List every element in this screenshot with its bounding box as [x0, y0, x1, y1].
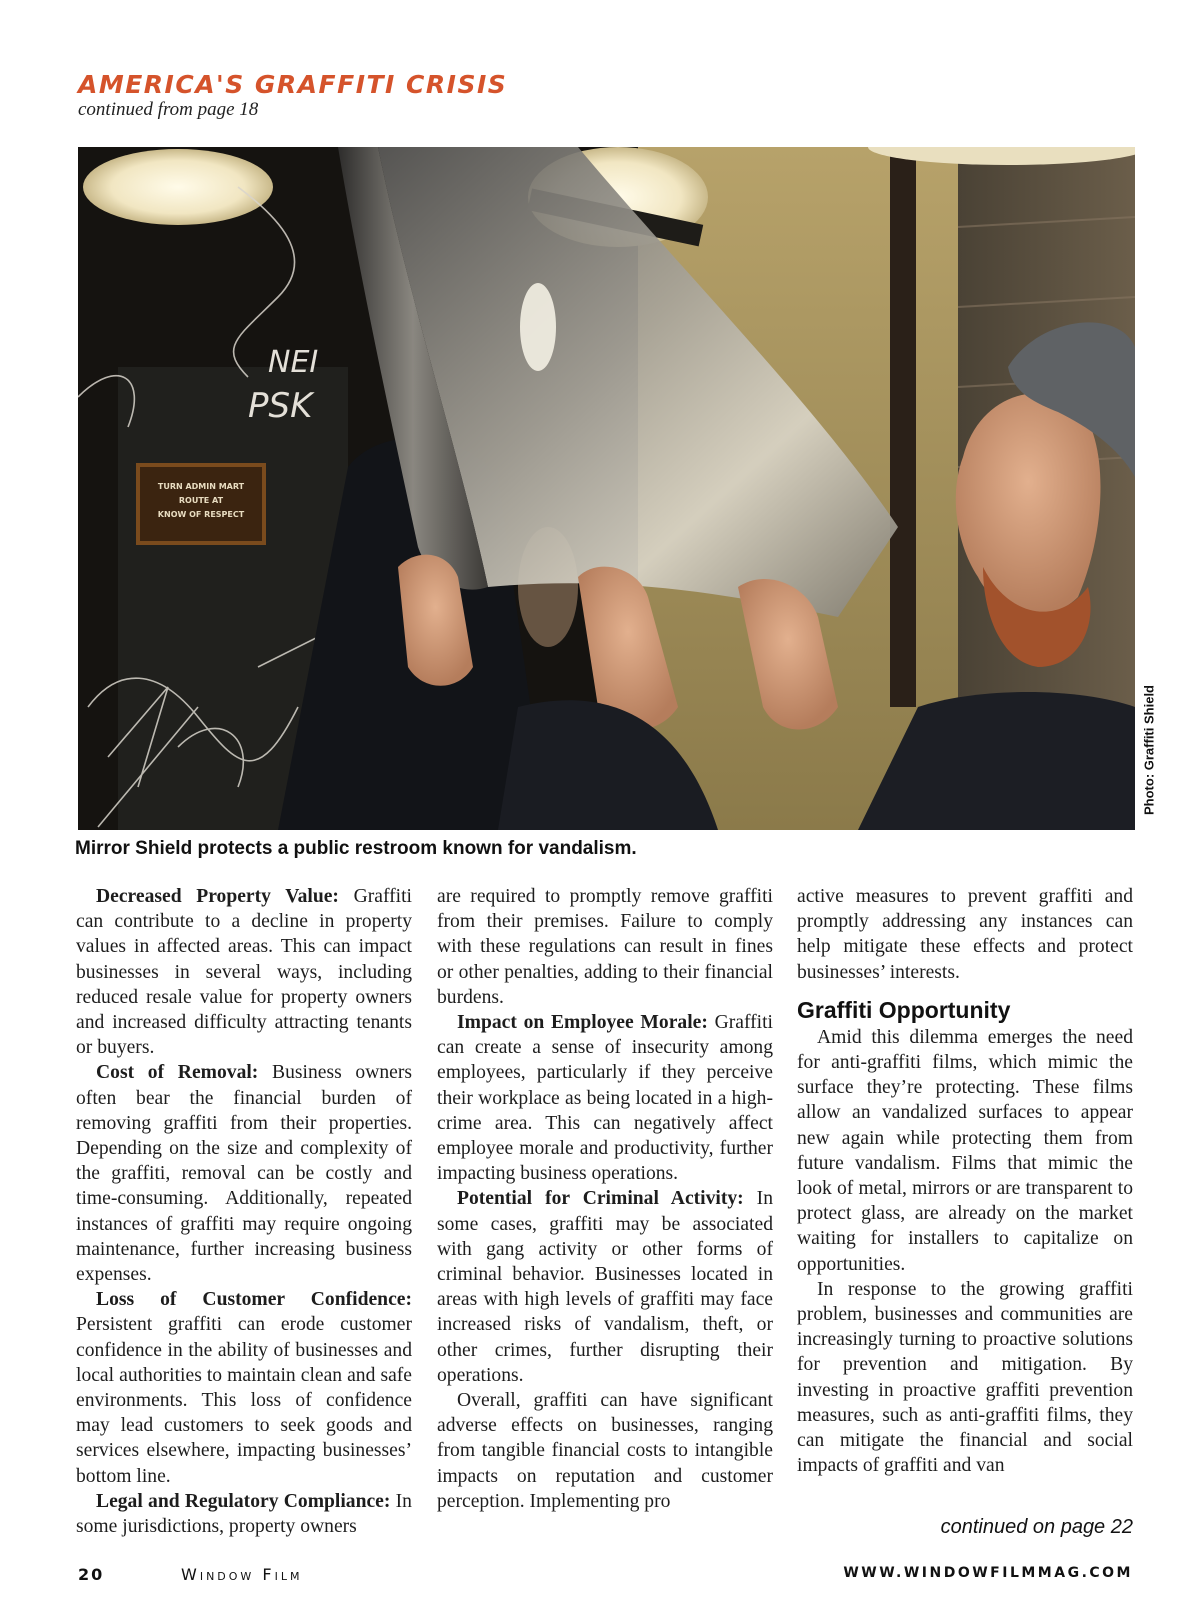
paragraph-property-value: [76, 884, 412, 1060]
paragraph-text: Overall, graffiti can have significant adverse effects on businesses, ranging from tangible financial costs to intangible impacts on reputation and customer perception. Implementing pro: [437, 1390, 773, 1512]
photo-caption: Mirror Shield protects a public restroom known for vandalism.: [75, 838, 637, 859]
paragraph-text: are required to promptly remove graffiti from their premises. Failure to comply with these regulations can result in fines or other penalties, adding to their financial burdens.: [437, 886, 773, 1008]
paragraph-text: Graffiti can contribute to a decline in property values in affected areas. This can impact businesses in several ways, including reduced resale value for property owners and increased difficulty attracting tenants or buyers.: [76, 886, 412, 1059]
page-footer: [78, 1565, 1133, 1589]
lead-in: Cost of Removal:: [96, 1062, 259, 1084]
paragraph-continuation: active measures to prevent graffiti and promptly addressing any instances can help mitigate these effects and protect businesses’ interests.: [797, 886, 1133, 983]
article-column-3: [797, 884, 1133, 1478]
svg-text:TURN ADMIN MART: TURN ADMIN MART: [157, 482, 245, 491]
svg-text:ROUTE AT: ROUTE AT: [178, 496, 224, 505]
section-subhead: Graffiti Opportunity: [797, 996, 1011, 1023]
graffiti-tag-2: PSK: [248, 386, 313, 426]
photo-credit-text: Photo: Graffiti Shield: [1141, 685, 1157, 815]
article-column-2: [437, 884, 773, 1514]
paragraph-text: Persistent graffiti can erode customer confidence in the ability of businesses and local authorities to maintain clean and safe environments. This loss of confidence may lead customers to seek goods and services elsewhere, impacting businesses’ bottom line.: [76, 1314, 412, 1487]
svg-text:KNOW OF RESPECT: KNOW OF RESPECT: [157, 510, 245, 519]
paragraph-text: In some cases, graffiti may be associated with gang activity or other forms of criminal behavior. Businesses located in areas with high levels of graffiti may face increased risks of vandalism, theft, or other crimes, further disrupting their operations.: [437, 1188, 773, 1386]
lead-in: Potential for Criminal Activity:: [457, 1188, 744, 1210]
continued-from-note: continued from page 18: [78, 99, 259, 120]
page-number: 20: [78, 1565, 105, 1584]
paragraph-employee-morale: [437, 1010, 773, 1186]
photo-credit: [1137, 670, 1161, 830]
paragraph-response: In response to the growing graffiti problem, businesses and communities are increasingly turning to proactive solutions for prevention and mitigation. By investing in proactive graffiti prevention measures, such as anti-graffiti films, they can mitigate the financial and social impacts of graffiti and van: [797, 1278, 1133, 1477]
paragraph-cost-of-removal: [76, 1060, 412, 1287]
paragraph-continuation: [437, 884, 773, 1010]
lead-in: Legal and Regulatory Compliance:: [96, 1490, 391, 1512]
paragraph-customer-confidence: [76, 1287, 412, 1489]
paragraph-text: In some jurisdictions, property owners: [76, 1490, 412, 1538]
paragraph-text: Graffiti can create a sense of insecurity among employees, particularly if they perceive their workplace as being located in a high-crime area. This can negatively affect employee morale and productivity, further impacting business operations.: [437, 1012, 773, 1185]
graffiti-tag-1: NEI: [268, 345, 319, 380]
paragraph-overall: [437, 1388, 773, 1514]
section-kicker: AMERICA'S GRAFFITI CRISIS: [78, 70, 508, 99]
mirror-sign: [138, 465, 264, 543]
lead-in: Impact on Employee Morale:: [457, 1012, 708, 1034]
continued-on-link[interactable]: continued on page 22: [940, 1516, 1133, 1538]
paragraph-criminal-activity: [437, 1186, 773, 1388]
lead-in: Decreased Property Value:: [96, 886, 339, 907]
magazine-name: Window Film: [181, 1565, 303, 1584]
website-url[interactable]: WWW.WINDOWFILMMAG.COM: [843, 1565, 1133, 1581]
lead-in: Loss of Customer Confidence:: [96, 1289, 412, 1311]
paragraph-opportunity: Amid this dilemma emerges the need for anti-graffiti films, which mimic the surface they’re protecting. These films allow an vandalized surfaces to appear new again while protecting them from future vandalism. Films that mimic the look of metal, mirrors or are transparent to protect glass, are already on the market waiting for installers to capitalize on opportunities.: [797, 1026, 1133, 1275]
restroom-mirror-photo: [78, 147, 1135, 830]
paragraph-legal-compliance: [76, 1489, 412, 1539]
article-header: [78, 70, 507, 120]
article-column-1: [76, 884, 412, 1539]
paragraph-text: Business owners often bear the financial burden of removing graffiti from their properties. Depending on the size and complexity of the graffiti, removal can be costly and time-consuming. Additionally, repeated instances of graffiti may require ongoing maintenance, further increasing business expenses.: [76, 1062, 412, 1286]
article-photo: [78, 147, 1135, 830]
